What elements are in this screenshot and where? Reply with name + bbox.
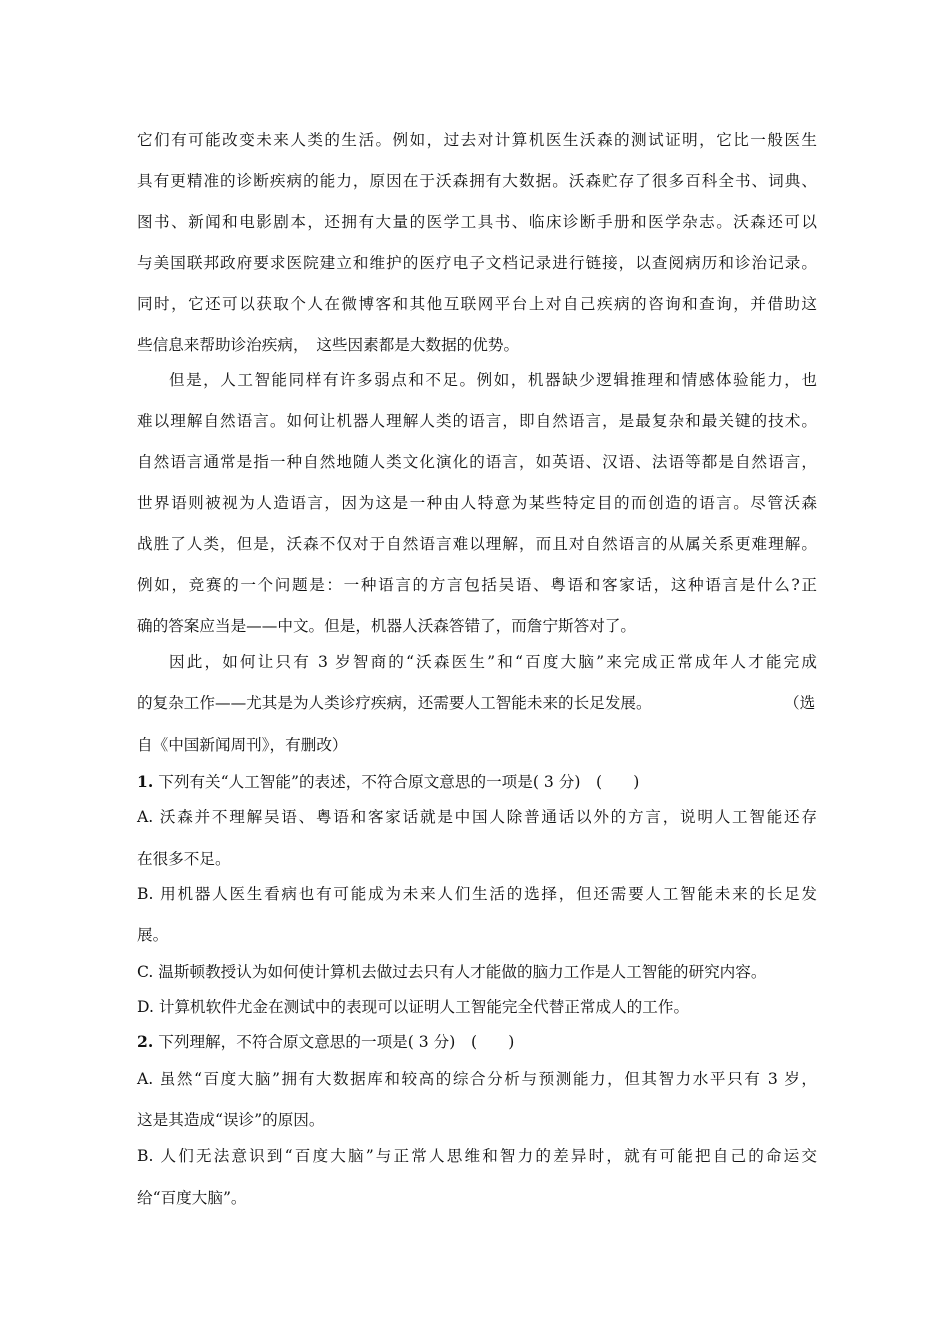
source-note: （选 <box>784 694 816 712</box>
option-a-cont: 在很多不足。 <box>137 850 231 868</box>
question-text: 下列有关“人工智能”的表述，不符合原文意思的一项是( 3 分) ( ) <box>158 773 640 791</box>
option-a-cont: 这是其造成“误诊”的原因。 <box>137 1111 325 1129</box>
option-d: D. 计算机软件尤金在测试中的表现可以证明人工智能完全代替正常成人的工作。 <box>137 998 690 1016</box>
option-a: A. 沃森并不理解吴语、粤语和客家话就是中国人除普通话以外的方言，说明人工智能还存 <box>137 808 817 826</box>
option-b-cont: 展。 <box>137 926 169 944</box>
question-number: 2. <box>137 1032 154 1051</box>
passage-line: 难以理解自然语言。如何让机器人理解人类的语言，即自然语言，是最复杂和最关键的技术。 <box>137 412 817 430</box>
source-note: 自《中国新闻周刊》，有删改） <box>137 736 348 754</box>
passage-line: 例如，竞赛的一个问题是：一种语言的方言包括吴语、粤语和客家话，这种语言是什么?正 <box>137 576 817 594</box>
question-2-stem <box>137 1031 817 1053</box>
passage-line: 同时，它还可以获取个人在微博客和其他互联网平台上对自己疾病的咨询和查询，并借助这 <box>137 295 817 313</box>
passage-line: 战胜了人类，但是，沃森不仅对于自然语言难以理解，而且对自然语言的从属关系更难理解。 <box>137 535 817 553</box>
option-b: B. 用机器人医生看病也有可能成为未来人们生活的选择，但还需要人工智能未来的长足发 <box>137 885 817 903</box>
question-text: 下列理解，不符合原文意思的一项是( 3 分) ( ) <box>158 1033 515 1051</box>
question-number: 1. <box>137 772 154 791</box>
question-1-stem <box>137 771 817 793</box>
option-b: B. 人们无法意识到“百度大脑”与正常人思维和智力的差异时，就有可能把自己的命运交 <box>137 1147 817 1165</box>
option-c: C. 温斯顿教授认为如何使计算机去做过去只有人才能做的脑力工作是人工智能的研究内容。 <box>137 963 767 981</box>
passage-line: 但是，人工智能同样有许多弱点和不足。例如，机器缺少逻辑推理和情感体验能力，也 <box>169 371 817 389</box>
passage-line: 世界语则被视为人造语言，因为这是一种由人特意为某些特定目的而创造的语言。尽管沃森 <box>137 494 817 512</box>
passage-line: 自然语言通常是指一种自然地随人类文化演化的语言，如英语、汉语、法语等都是自然语言， <box>137 453 817 471</box>
passage-line: 它们有可能改变未来人类的生活。例如，过去对计算机医生沃森的测试证明，它比一般医生 <box>137 131 817 149</box>
passage-line: 确的答案应当是——中文。但是，机器人沃森答错了，而詹宁斯答对了。 <box>137 617 637 635</box>
passage-line: 些信息来帮助诊治疾病， 这些因素都是大数据的优势。 <box>137 336 520 354</box>
passage-line: 的复杂工作——尤其是为人类诊疗疾病，还需要人工智能未来的长足发展。 <box>137 694 652 712</box>
passage-line: 具有更精准的诊断疾病的能力，原因在于沃森拥有大数据。沃森贮存了很多百科全书、词典、 <box>137 172 817 190</box>
passage-line: 图书、新闻和电影剧本，还拥有大量的医学工具书、临床诊断手册和医学杂志。沃森还可以 <box>137 213 817 231</box>
passage-line: 因此，如何让只有 3 岁智商的“沃森医生”和“百度大脑”来完成正常成年人才能完成 <box>169 653 817 671</box>
option-a: A. 虽然“百度大脑”拥有大数据库和较高的综合分析与预测能力，但其智力水平只有 3 岁， <box>137 1070 817 1088</box>
passage-line: 与美国联邦政府要求医院建立和维护的医疗电子文档记录进行链接，以查阅病历和诊治记录。 <box>137 254 817 272</box>
option-b-cont: 给“百度大脑”。 <box>137 1189 247 1207</box>
